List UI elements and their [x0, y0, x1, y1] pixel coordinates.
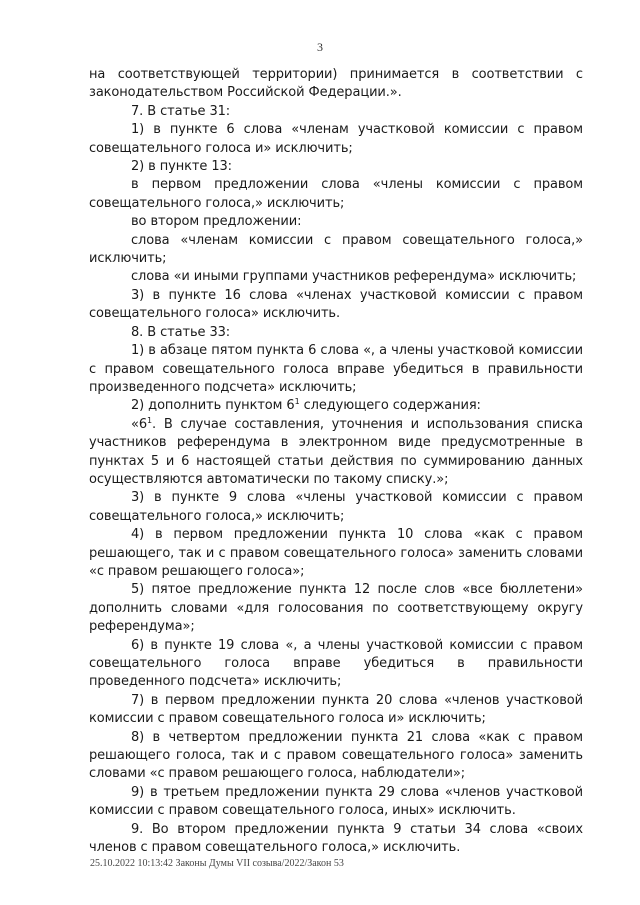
paragraph-text: 2) дополнить пунктом 6	[131, 398, 295, 414]
paragraph: 2) в пункте 13:	[131, 159, 232, 175]
paragraph: 8. В статье 33:	[131, 324, 231, 340]
paragraph: 3) в пункте 9 слова «члены участковой комиссии с правом совещательного голоса,» исключить;	[89, 490, 583, 524]
paragraph: 7) в первом предложении пункта 20 слова «членов участковой комиссии с правом совещательного голоса и» исключить;	[89, 692, 583, 727]
paragraph: 8) в четвертом предложении пункта 21 слова «как с правом решающего голоса, так и с правом совещательного голоса» заменить словами «с правом решающего голоса, наблюдатели»;	[89, 729, 583, 782]
paragraph: 7. В статье 31:	[131, 103, 231, 119]
superscript: 1	[147, 415, 153, 425]
paragraph: 1) в абзаце пятом пункта 6 слова «, а члены участковой комиссии с правом совещательного голоса вправе убедиться в правильности произведенного подсчета» исключить;	[89, 343, 583, 395]
paragraph: 3) в пункте 16 слова «членах участковой комиссии с правом совещательного голоса» исключить.	[89, 287, 583, 322]
page-number: 3	[317, 40, 323, 54]
paragraph-text: «6	[131, 416, 148, 432]
paragraph: слова «и иными группами участников референдума» исключить;	[131, 269, 577, 285]
paragraph: 9. Во втором предложении пункта 9 статьи 34 слова «своих членов с правом совещательного голоса,» исключить.	[89, 821, 583, 856]
paragraph-text-after: следующего содержания:	[299, 398, 481, 414]
document-body	[89, 66, 583, 857]
footer-timestamp: 25.10.2022 10:13:42 Законы Думы VII созыва/2022/Закон 53	[90, 858, 344, 869]
paragraph	[89, 397, 583, 415]
paragraph-text-after: . В случае составления, уточнения и использования списка участников референдума в электронном виде предусмотренные в пунктах 5 и 6 настоящей статьи действия по суммированию данных осуществляются автоматически по такому списку.»;	[89, 416, 583, 487]
paragraph	[89, 416, 583, 490]
paragraph: 6) в пункте 19 слова «, а члены участковой комиссии с правом совещательного голоса вправе убедиться в правильности проведенного подсчета» исключить;	[89, 637, 583, 690]
paragraph: 9) в третьем предложении пункта 29 слова «членов участковой комиссии с правом совещательного голоса, иных» исключить.	[89, 784, 583, 819]
paragraph: во втором предложении:	[131, 214, 302, 230]
paragraph: на соответствующей территории) принимается в соответствии с законодательством Российской Федерации.».	[89, 67, 583, 101]
paragraph: слова «членам комиссии с правом совещательного голоса,» исключить;	[89, 232, 583, 267]
paragraph: в первом предложении слова «члены комиссии с правом совещательного голоса,» исключить;	[89, 177, 583, 211]
paragraph: 4) в первом предложении пункта 10 слова «как с правом решающего, так и с правом совещательного голоса» заменить словами «с правом решающего голоса»;	[89, 527, 583, 579]
paragraph: 5) пятое предложение пункта 12 после слов «все бюллетени» дополнить словами «для голосования по соответствующему округу референдума»;	[89, 582, 583, 635]
superscript: 1	[294, 397, 300, 407]
paragraph: 1) в пункте 6 слова «членам участковой комиссии с правом совещательного голоса и» исключить;	[89, 122, 583, 156]
